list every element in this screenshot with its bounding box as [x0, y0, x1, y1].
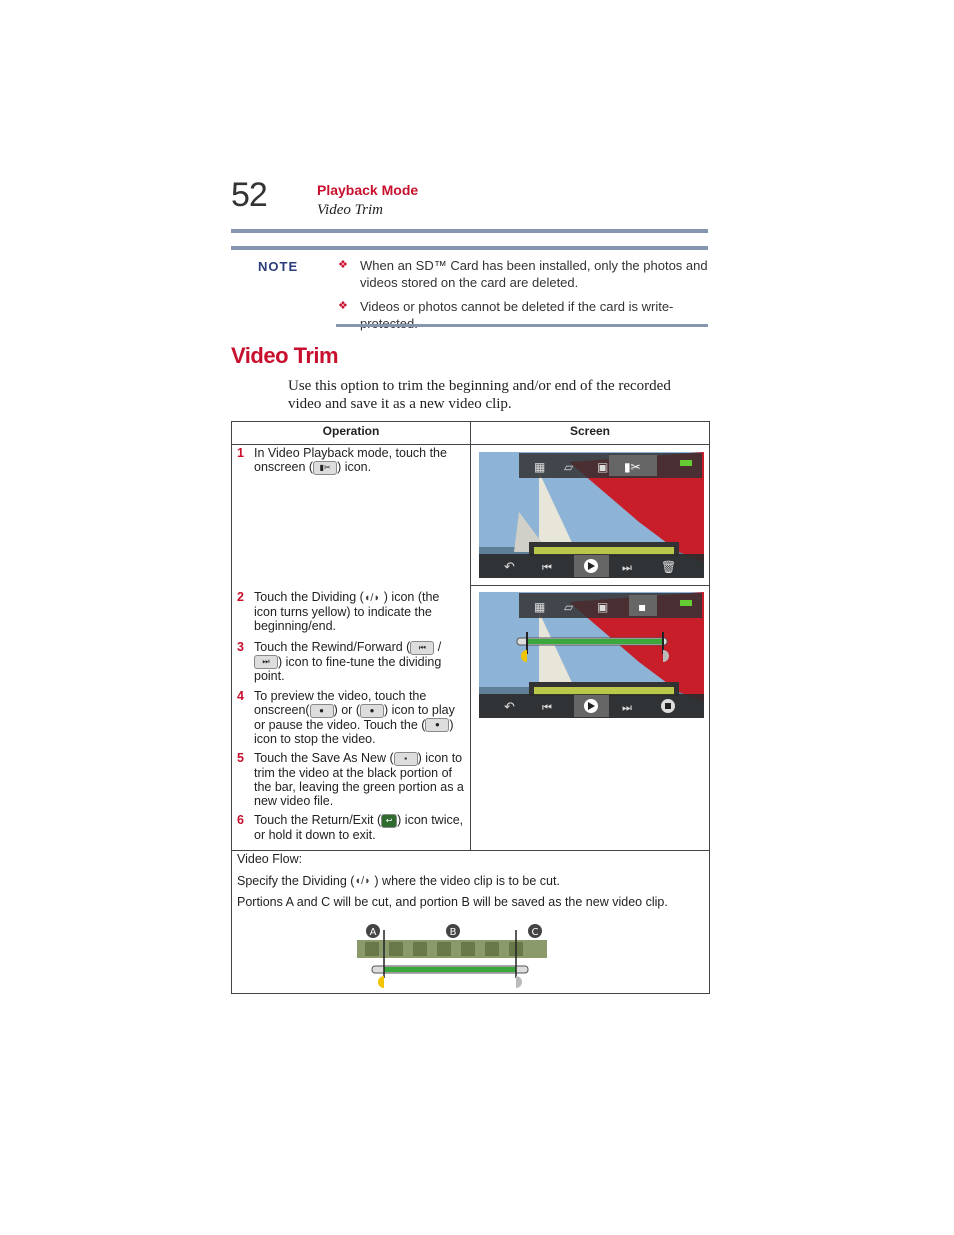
table-header-rule: [231, 444, 710, 445]
note-item: [338, 257, 710, 291]
subsection-title: Video Trim: [317, 202, 383, 218]
svg-text:▮✂: ▮✂: [624, 460, 641, 474]
step-item: 6 Touch the Return/Exit ( ↩ ) icon twice, or hold it down to exit.: [237, 813, 464, 842]
video-flow-diagram: [355, 920, 555, 990]
rewind-icon: ⏮: [410, 641, 434, 655]
svg-text:▣: ▣: [597, 460, 609, 474]
svg-text:⏭: ⏭: [622, 561, 632, 574]
video-trim-icon: ▮✂: [313, 461, 337, 475]
video-flow-line: Specify the Dividing (◖/◗ ) where the video clip is to be cut.: [237, 874, 560, 888]
svg-text:▱: ▱: [564, 600, 574, 614]
marker-c-label: C: [531, 927, 539, 938]
svg-text:↶: ↶: [504, 700, 515, 715]
step-item: 1 In Video Playback mode, touch the onscreen ( ▮✂ ) icon.: [237, 446, 447, 474]
return-exit-icon: ↩: [381, 814, 397, 828]
table-flow-rule: [231, 850, 710, 851]
marker-b-label: B: [449, 927, 457, 938]
step-item: 5 Touch the Save As New ( ▪ ) icon to trim the video at the black portion of the bar, leaving the green portion as a new video file.: [237, 751, 464, 808]
svg-text:▦: ▦: [534, 460, 546, 474]
dividing-icon: ◖/◗: [354, 874, 371, 887]
step-item: 3 Touch the Rewind/Forward ( ⏮ / ⏭ ) icon to fine-tune the dividing point.: [237, 640, 442, 684]
stop-icon: ●: [425, 718, 449, 732]
step-item: 2 Touch the Dividing (◖/◗ ) icon (the icon turns yellow) to indicate the beginning/end.: [237, 590, 440, 633]
svg-text:⏮: ⏮: [542, 701, 552, 714]
marker-a-label: A: [369, 927, 377, 938]
dividing-icon: ◖/◗: [363, 591, 381, 604]
note-top-rule: [231, 246, 708, 250]
intro-paragraph: Use this option to trim the beginning and/or end of the recorded video and save it as a new video clip.: [288, 378, 671, 412]
diamond-bullet-icon: ❖: [338, 259, 348, 271]
step-number: 2: [237, 590, 244, 604]
video-flow-line: Portions A and C will be cut, and portion B will be saved as the new video clip.: [237, 895, 668, 909]
note-label: NOTE: [258, 259, 299, 274]
header-rule: [231, 229, 708, 233]
step-number: 5: [237, 751, 244, 765]
diamond-bullet-icon: ❖: [338, 300, 348, 312]
pause-icon: ●: [360, 704, 384, 718]
camera-screen-trim: [479, 592, 704, 718]
svg-text:⏭: ⏭: [622, 701, 632, 714]
svg-text:▱: ▱: [564, 460, 574, 474]
table-divider: [470, 421, 471, 850]
play-icon: ●: [310, 704, 334, 718]
forward-icon: ⏭: [254, 655, 278, 669]
svg-text:⏮: ⏮: [542, 561, 552, 574]
page-number: 52: [231, 176, 267, 214]
step-number: 3: [237, 640, 244, 654]
page-heading: Video Trim: [231, 343, 339, 368]
svg-text:▣: ▣: [597, 600, 609, 614]
svg-text:▦: ▦: [534, 600, 546, 614]
camera-screen-playback: [479, 452, 704, 578]
column-header-screen: Screen: [569, 424, 611, 438]
save-as-new-icon: ▪: [394, 752, 418, 766]
svg-text:🗑: 🗑: [661, 560, 677, 574]
step-number: 1: [237, 446, 244, 460]
table-screen-rule: [470, 585, 710, 586]
step-number: 6: [237, 813, 244, 827]
video-flow-title: Video Flow:: [237, 852, 303, 866]
step-item: 4 To preview the video, touch the onscreen( ● ) or ( ● ) icon to play or pause the video. Touch the ( ● ) icon to stop the video.: [237, 689, 455, 747]
svg-text:↶: ↶: [504, 560, 515, 575]
note-item-text: When an SD™ Card has been installed, only the photos and videos stored on the card are deleted.: [360, 258, 708, 290]
column-header-operation: Operation: [322, 424, 380, 438]
svg-text:▪: ▪: [638, 600, 647, 614]
step-number: 4: [237, 689, 244, 703]
note-item-text: Videos or photos cannot be deleted if the card is write-: [360, 299, 674, 314]
section-title: Playback Mode: [317, 182, 419, 198]
note-bottom-rule: [336, 324, 708, 327]
